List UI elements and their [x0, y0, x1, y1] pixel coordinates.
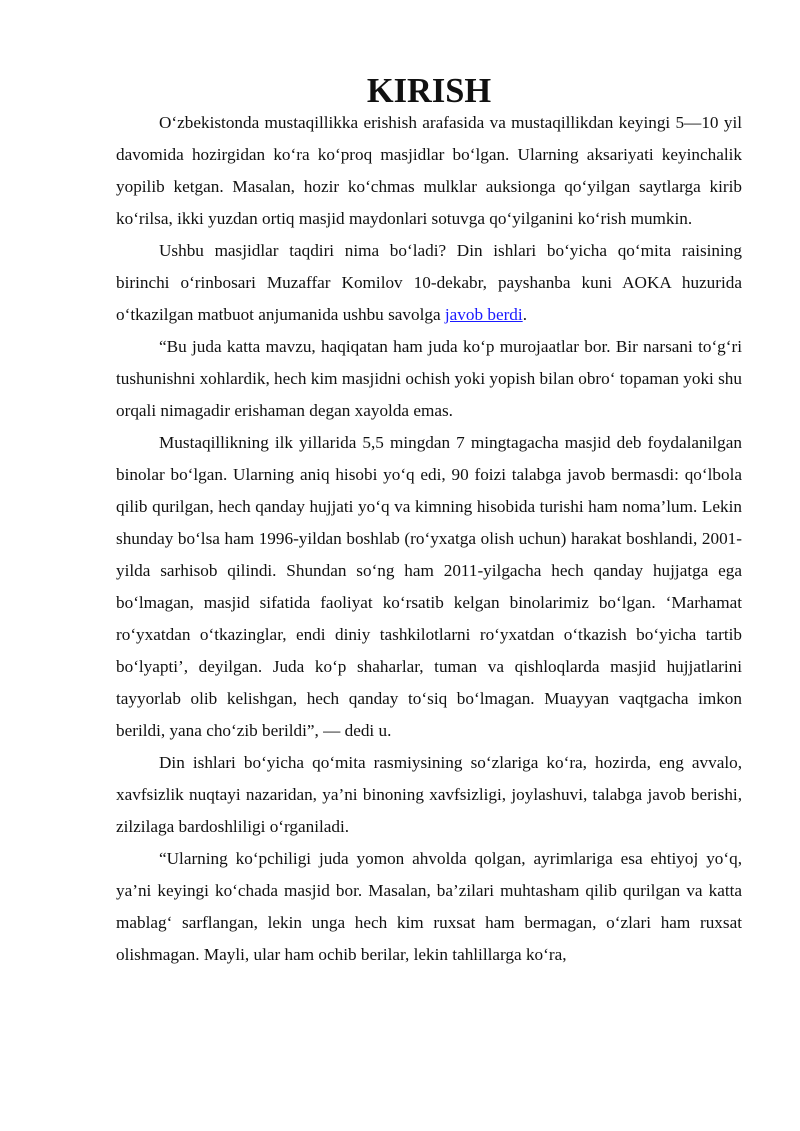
- paragraph-4: Mustaqillikning ilk yillarida 5,5 mingdan 7 mingtagacha masjid deb foydalanilgan binolar bo‘lgan. Ularning aniq hisobi yo‘q edi, 90 foizi talabga javob bermasdi: qo‘lbola qilib qurilgan, hech qanday hujjati yo‘q va kimning hisobida turishi ham noma’lum. Lekin shunday bo‘lsa ham 1996-yildan boshlab (ro‘yxatga olish uchun) harakat boshlandi, 2001-yilda sarhisob qilindi. Shundan so‘ng ham 2011-yilgacha hech qanday hujjatga ega bo‘lmagan, masjid sifatida faoliyat ko‘rsatib kelgan binolarimiz bo‘lgan. ‘Marhamat ro‘yxatdan o‘tkazinglar, endi diniy tashkilotlarni ro‘yxatdan o‘tkazish bo‘yicha tartib bo‘lyapti’, deyilgan. Juda ko‘p shaharlar, tuman va qishloqlarda masjid hujjatlarini tayyorlab olib kelishgan, hech qanday to‘siq bo‘lmagan. Muayyan vaqtgacha imkon berildi, yana cho‘zib berildi”, — dedi u.: [116, 433, 742, 740]
- paragraph-2-text-before-link: Ushbu masjidlar taqdiri nima bo‘ladi? Din ishlari bo‘yicha qo‘mita raisining birinchi o‘rinbosari Muzaffar Komilov 10-dekabr, payshanba kuni AOKA huzurida o‘tkazilgan matbuot anjumanida ushbu savolga: [116, 241, 742, 324]
- paragraph-2-text-after-link: .: [522, 305, 527, 324]
- page-title: KIRISH: [366, 72, 492, 110]
- paragraph-1: O‘zbekistonda mustaqillikka erishish arafasida va mustaqillikdan keyingi 5—10 yil davomida hozirgidan ko‘ra ko‘proq masjidlar bo‘lgan. Ularning aksariyati keyinchalik yopilib ketgan. Masalan, hozir ko‘chmas mulklar auksionga qo‘yilgan saytlarga kirib ko‘rilsa, ikki yuzdan ortiq masjid maydonlari sotuvga qo‘yilganini ko‘rish mumkin.: [116, 113, 742, 228]
- paragraph-5: Din ishlari bo‘yicha qo‘mita rasmiysining so‘zlariga ko‘ra, hozirda, eng avvalo, xavfsizlik nuqtayi nazaridan, ya’ni binoning xavfsizligi, joylashuvi, talabga javob berishi, zilzilaga bardoshliligi o‘rganiladi.: [116, 753, 742, 836]
- paragraph-6: “Ularning ko‘pchiligi juda yomon ahvolda qolgan, ayrimlariga esa ehtiyoj yo‘q, ya’ni keyingi ko‘chada masjid bor. Masalan, ba’zilari muhtasham qilib qurilgan va katta mablag‘ sarflangan, lekin unga hech kim ruxsat ham bermagan, o‘zlari ham ruxsat olishmagan. Mayli, ular ham ochib berilar, lekin tahlillarga ko‘ra,: [116, 849, 742, 964]
- paragraph-3: “Bu juda katta mavzu, haqiqatan ham juda ko‘p murojaatlar bor. Bir narsani to‘g‘ri tushunishni xohlardik, hech kim masjidni ochish yoki yopish bilan obro‘ topaman yoki shu orqali nimagadir erishaman degan xayolda emas.: [116, 337, 742, 420]
- paragraph-2: [116, 235, 742, 331]
- document-body: [116, 72, 742, 971]
- javob-berdi-link[interactable]: javob berdi: [444, 305, 523, 324]
